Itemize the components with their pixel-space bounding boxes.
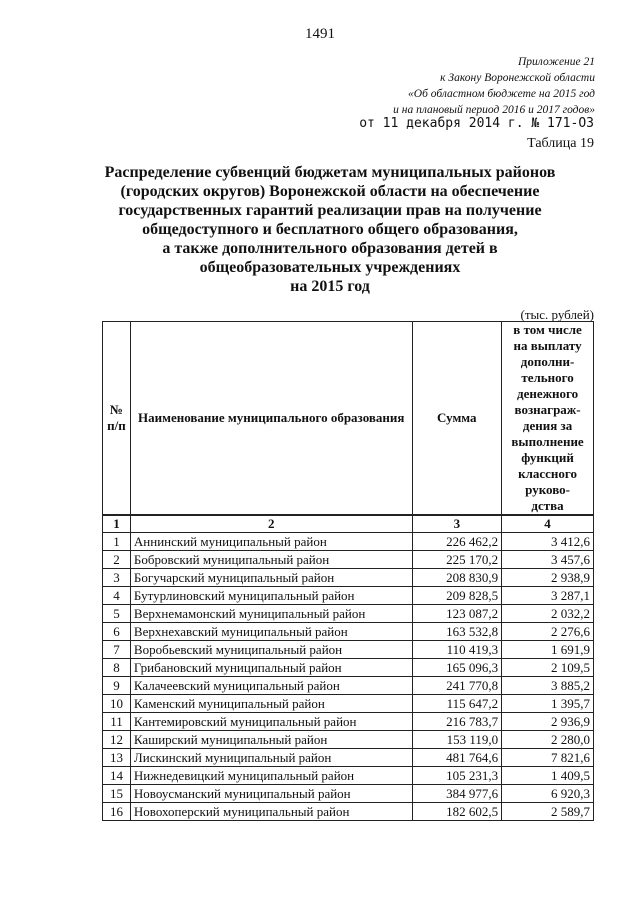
row-sum: 110 419,3 [412,641,502,659]
row-number: 5 [103,605,131,623]
header-sub-line: на выплату [513,338,582,353]
municipality-name: Воробьевский муниципальный район [130,641,412,659]
row-subtotal: 1 395,7 [502,695,594,713]
municipality-name: Грибановский муниципальный район [130,659,412,677]
header-sum: Сумма [412,322,502,516]
row-sum: 182 602,5 [412,803,502,821]
table-row [103,749,594,767]
row-subtotal: 2 589,7 [502,803,594,821]
row-sum: 115 647,2 [412,695,502,713]
municipality-name: Лискинский муниципальный район [130,749,412,767]
header-sub-line: руково- [525,482,570,497]
document-title [100,163,560,296]
column-number: 3 [412,515,502,533]
row-number: 11 [103,713,131,731]
row-sum: 481 764,6 [412,749,502,767]
header-sub-line: дополни- [520,354,575,369]
header-sub-line: функций [521,450,574,465]
header-row [103,322,594,516]
row-sum: 226 462,2 [412,533,502,551]
row-subtotal: 7 821,6 [502,749,594,767]
column-number: 4 [502,515,594,533]
municipality-name: Калачеевский муниципальный район [130,677,412,695]
header-number-line: п/п [107,418,126,433]
row-number: 1 [103,533,131,551]
row-number: 4 [103,587,131,605]
row-subtotal: 1 409,5 [502,767,594,785]
table-row [103,533,594,551]
table-row [103,785,594,803]
row-number: 12 [103,731,131,749]
row-subtotal: 3 457,6 [502,551,594,569]
municipality-name: Бобровский муниципальный район [130,551,412,569]
row-subtotal: 2 032,2 [502,605,594,623]
table-row [103,623,594,641]
title-line: государственных гарантий реализации прав на получение [118,202,542,219]
units-label: (тыс. рублей) [520,307,594,322]
row-subtotal: 3 412,6 [502,533,594,551]
page-number: 1491 [305,26,335,42]
table-row [103,713,594,731]
row-subtotal: 2 280,0 [502,731,594,749]
title-line: а также дополнительного образования детей в [162,240,498,257]
row-number: 7 [103,641,131,659]
row-number: 13 [103,749,131,767]
table-row [103,641,594,659]
municipality-name: Новохоперский муниципальный район [130,803,412,821]
row-sum: 384 977,6 [412,785,502,803]
municipality-name: Каменский муниципальный район [130,695,412,713]
row-sum: 241 770,8 [412,677,502,695]
appendix-reference [393,54,595,118]
header-subtotal [502,322,594,516]
row-number: 14 [103,767,131,785]
header-sub-line: в том числе [513,322,582,337]
municipality-name: Каширский муниципальный район [130,731,412,749]
header-sub-line: выполнение [511,434,584,449]
header-number-line: № [109,402,123,417]
table-row [103,803,594,821]
row-subtotal: 2 276,6 [502,623,594,641]
header-sub-line: вознаграж- [514,402,581,417]
header-sub-line: дения за [522,418,573,433]
appendix-line: «Об областном бюджете на 2015 год [408,88,595,100]
row-number: 3 [103,569,131,587]
row-subtotal: 2 109,5 [502,659,594,677]
row-subtotal: 2 936,9 [502,713,594,731]
table-body [103,533,594,821]
table-row [103,731,594,749]
row-number: 9 [103,677,131,695]
column-number: 2 [130,515,412,533]
row-number: 15 [103,785,131,803]
table-row [103,605,594,623]
title-line: на 2015 год [290,278,370,295]
appendix-line: и на плановый период 2016 и 2017 годов» [393,104,595,116]
municipality-name: Бутурлиновский муниципальный район [130,587,412,605]
header-sub-line: денежного [517,386,579,401]
table-row [103,569,594,587]
table-row [103,659,594,677]
header-number [103,322,131,516]
municipality-name: Кантемировский муниципальный район [130,713,412,731]
appendix-line: к Закону Воронежской области [440,72,595,84]
row-subtotal: 6 920,3 [502,785,594,803]
header-name: Наименование муниципального образования [130,322,412,516]
title-line: общедоступного и бесплатного общего образования, [142,221,518,238]
row-sum: 163 532,8 [412,623,502,641]
row-sum: 105 231,3 [412,767,502,785]
table-row [103,587,594,605]
row-sum: 216 783,7 [412,713,502,731]
title-line: общеобразовательных учреждениях [199,259,461,276]
row-number: 8 [103,659,131,677]
appendix-line: Приложение 21 [517,56,595,68]
row-number: 16 [103,803,131,821]
table-row [103,695,594,713]
row-sum: 209 828,5 [412,587,502,605]
municipality-name: Нижнедевицкий муниципальный район [130,767,412,785]
title-line: Распределение субвенций бюджетам муниципальных районов [104,164,556,181]
column-number-row [103,515,594,533]
header-sub-line: классного [518,466,577,481]
row-subtotal: 3 885,2 [502,677,594,695]
row-sum: 123 087,2 [412,605,502,623]
row-sum: 208 830,9 [412,569,502,587]
row-subtotal: 3 287,1 [502,587,594,605]
title-line: (городских округов) Воронежской области на обеспечение [120,183,540,200]
municipality-name: Новоусманский муниципальный район [130,785,412,803]
table-row [103,767,594,785]
law-reference: от 11 декабря 2014 г. № 171-ОЗ [359,116,594,131]
row-subtotal: 2 938,9 [502,569,594,587]
row-number: 10 [103,695,131,713]
table-label: Таблица 19 [527,136,594,151]
municipality-name: Верхнехавский муниципальный район [130,623,412,641]
header-sub-line: тельного [521,370,574,385]
municipality-name: Верхнемамонский муниципальный район [130,605,412,623]
row-number: 2 [103,551,131,569]
table-row [103,677,594,695]
row-sum: 153 119,0 [412,731,502,749]
municipality-name: Богучарский муниципальный район [130,569,412,587]
row-subtotal: 1 691,9 [502,641,594,659]
table-row [103,551,594,569]
column-number: 1 [103,515,131,533]
municipality-name: Аннинский муниципальный район [130,533,412,551]
subvention-table [102,321,594,821]
row-sum: 225 170,2 [412,551,502,569]
header-sub-line: дства [531,498,564,513]
row-sum: 165 096,3 [412,659,502,677]
row-number: 6 [103,623,131,641]
